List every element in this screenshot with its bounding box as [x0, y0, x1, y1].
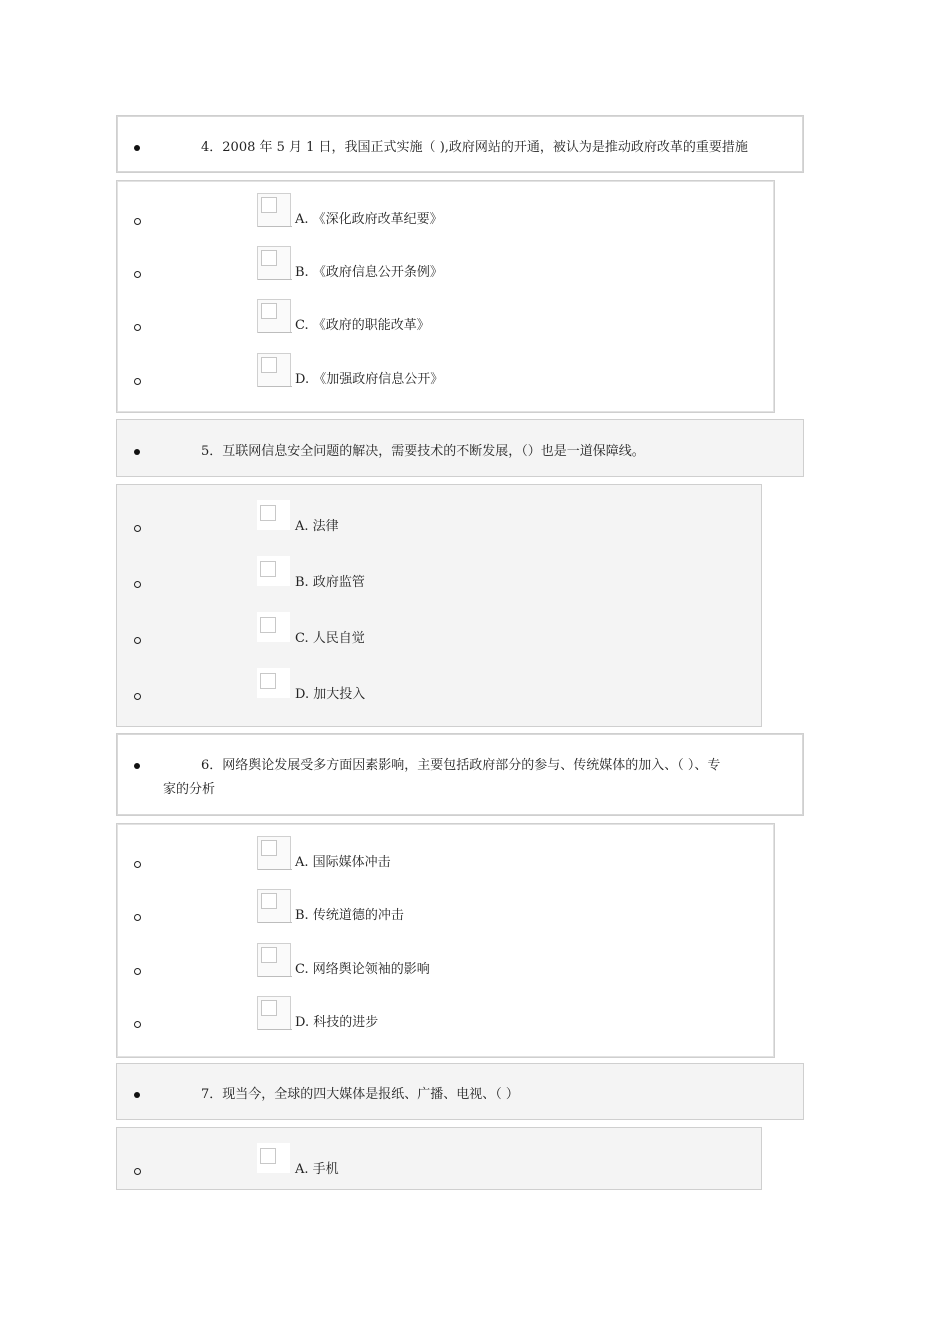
- checkbox[interactable]: [257, 943, 291, 977]
- option-b[interactable]: [117, 889, 774, 929]
- option-a[interactable]: [117, 193, 774, 233]
- options-4: [116, 180, 775, 413]
- option-a[interactable]: [117, 500, 761, 540]
- circle-icon: [134, 218, 141, 225]
- circle-icon: [134, 637, 141, 644]
- checkbox[interactable]: [257, 299, 291, 333]
- option-label: C. 《政府的职能改革》: [295, 318, 430, 333]
- option-c[interactable]: [117, 299, 774, 339]
- option-b[interactable]: [117, 246, 774, 286]
- option-label: C. 网络舆论领袖的影响: [295, 962, 430, 977]
- question-text: 7．现当今，全球的四大媒体是报纸、广播、电视、（ ）: [201, 1087, 519, 1102]
- option-label: B. 传统道德的冲击: [295, 908, 404, 923]
- bullet-icon: [134, 763, 140, 769]
- question-7: [116, 1063, 804, 1120]
- circle-icon: [134, 914, 141, 921]
- question-4: [116, 115, 804, 173]
- checkbox[interactable]: [257, 668, 290, 698]
- option-c[interactable]: [117, 612, 761, 652]
- option-d[interactable]: [117, 353, 774, 393]
- option-a[interactable]: [117, 836, 774, 876]
- options-7: [116, 1127, 762, 1190]
- option-label: D. 科技的进步: [295, 1015, 379, 1030]
- checkbox[interactable]: [257, 889, 291, 923]
- checkbox[interactable]: [257, 193, 291, 227]
- circle-icon: [134, 1021, 141, 1028]
- circle-icon: [134, 968, 141, 975]
- checkbox[interactable]: [257, 996, 291, 1030]
- question-text: 4．2008 年 5 月 1 日，我国正式实施（ ),政府网站的开通，被认为是推动政府改革的重要措施: [201, 140, 748, 155]
- circle-icon: [134, 271, 141, 278]
- question-6: [116, 733, 804, 816]
- option-label: B. 《政府信息公开条例》: [295, 265, 443, 280]
- question-text-line-1: 6．网络舆论发展受多方面因素影响，主要包括政府部分的参与、传统媒体的加入、（ ）、专: [201, 758, 721, 773]
- circle-icon: [134, 378, 141, 385]
- options-5: [116, 484, 762, 727]
- checkbox[interactable]: [257, 353, 291, 387]
- option-a[interactable]: [117, 1143, 761, 1183]
- bullet-icon: [134, 449, 140, 455]
- circle-icon: [134, 1168, 141, 1175]
- option-label: B. 政府监管: [295, 575, 365, 590]
- question-text: 5．互联网信息安全问题的解决，需要技术的不断发展，（）也是一道保障线。: [201, 444, 645, 459]
- option-label: D. 《加强政府信息公开》: [295, 372, 444, 387]
- checkbox[interactable]: [257, 836, 291, 870]
- option-b[interactable]: [117, 556, 761, 596]
- option-label: A. 法律: [295, 519, 339, 534]
- option-c[interactable]: [117, 943, 774, 983]
- checkbox[interactable]: [257, 556, 290, 586]
- circle-icon: [134, 693, 141, 700]
- question-text: [163, 754, 789, 802]
- option-label: D. 加大投入: [295, 687, 366, 702]
- option-label: A. 国际媒体冲击: [295, 855, 391, 870]
- circle-icon: [134, 525, 141, 532]
- question-5: [116, 419, 804, 477]
- option-label: A. 《深化政府改革纪要》: [295, 212, 443, 227]
- checkbox[interactable]: [257, 500, 290, 530]
- checkbox[interactable]: [257, 612, 290, 642]
- circle-icon: [134, 324, 141, 331]
- option-label: C. 人民自觉: [295, 631, 365, 646]
- circle-icon: [134, 581, 141, 588]
- options-6: [116, 823, 775, 1058]
- checkbox[interactable]: [257, 1143, 290, 1173]
- question-text-line-2: 家的分析: [163, 782, 216, 797]
- checkbox[interactable]: [257, 246, 291, 280]
- bullet-icon: [134, 1092, 140, 1098]
- circle-icon: [134, 861, 141, 868]
- option-d[interactable]: [117, 668, 761, 708]
- option-label: A. 手机: [295, 1162, 339, 1177]
- bullet-icon: [134, 145, 140, 151]
- option-d[interactable]: [117, 996, 774, 1036]
